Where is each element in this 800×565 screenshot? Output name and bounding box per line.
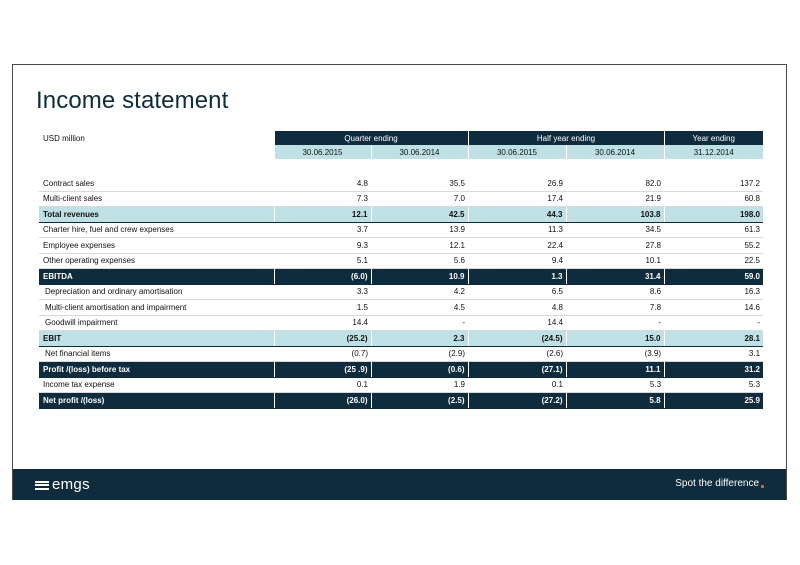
row-value: 1.5	[274, 300, 371, 316]
row-value: 5.3	[566, 377, 664, 393]
row-value: -	[566, 315, 664, 331]
brand-logo	[35, 478, 90, 492]
income-statement-table	[39, 131, 763, 409]
row-value: 4.5	[371, 300, 468, 316]
row-value: 82.0	[566, 176, 664, 191]
row-label: EBIT	[39, 331, 274, 347]
row-value: 0.1	[274, 377, 371, 393]
table-row	[39, 393, 763, 409]
slide	[12, 64, 787, 500]
row-label: Multi-client sales	[39, 191, 274, 207]
row-value: 22.4	[468, 238, 566, 254]
table-row	[39, 238, 763, 254]
row-value: (0.6)	[371, 362, 468, 378]
row-value: 4.2	[371, 284, 468, 300]
header-year-ending: Year ending	[664, 131, 763, 145]
row-value: 28.1	[664, 331, 763, 347]
row-value: 5.3	[664, 377, 763, 393]
header-date: 30.06.2015	[274, 145, 371, 159]
row-value: 15.0	[566, 331, 664, 347]
row-value: 198.0	[664, 207, 763, 223]
tagline-text: Spot the difference	[675, 478, 759, 489]
row-label: Goodwill impairment	[39, 315, 274, 331]
row-value: 55.2	[664, 238, 763, 254]
row-value: 12.1	[274, 207, 371, 223]
row-label: Total revenues	[39, 207, 274, 223]
header-date: 30.06.2015	[468, 145, 566, 159]
row-value: 44.3	[468, 207, 566, 223]
row-value: 42.5	[371, 207, 468, 223]
row-value: (25 .9)	[274, 362, 371, 378]
row-label: Multi-client amortisation and impairment	[39, 300, 274, 316]
row-value: (0.7)	[274, 346, 371, 362]
row-label: Contract sales	[39, 176, 274, 191]
table-row	[39, 362, 763, 378]
row-value: 10.9	[371, 269, 468, 285]
logo-text: emgs	[52, 476, 90, 493]
row-value: 9.4	[468, 253, 566, 269]
row-value: 27.8	[566, 238, 664, 254]
row-value: 16.3	[664, 284, 763, 300]
emgs-logo-mark-icon	[35, 480, 49, 491]
row-value: (6.0)	[274, 269, 371, 285]
row-value: 7.0	[371, 191, 468, 207]
table-row	[39, 269, 763, 285]
row-value: 34.5	[566, 222, 664, 238]
row-value: 11.3	[468, 222, 566, 238]
row-value: 4.8	[274, 176, 371, 191]
row-value: 31.4	[566, 269, 664, 285]
table-row	[39, 222, 763, 238]
row-value: 14.6	[664, 300, 763, 316]
table-row	[39, 191, 763, 207]
row-label: Depreciation and ordinary amortisation	[39, 284, 274, 300]
tagline	[675, 478, 764, 489]
row-value: 7.8	[566, 300, 664, 316]
row-value: (3.9)	[566, 346, 664, 362]
row-label: Other operating expenses	[39, 253, 274, 269]
row-value: 59.0	[664, 269, 763, 285]
row-value: 5.1	[274, 253, 371, 269]
row-value: 31.2	[664, 362, 763, 378]
row-label: Net financial items	[39, 346, 274, 362]
row-value: 103.8	[566, 207, 664, 223]
table-row	[39, 331, 763, 347]
row-value: 1.3	[468, 269, 566, 285]
row-label: Employee expenses	[39, 238, 274, 254]
row-value: 35.5	[371, 176, 468, 191]
row-value: 137.2	[664, 176, 763, 191]
row-value: 3.1	[664, 346, 763, 362]
header-half-year-ending: Half year ending	[468, 131, 664, 145]
row-value: 0.1	[468, 377, 566, 393]
row-value: 10.1	[566, 253, 664, 269]
row-value: (24.5)	[468, 331, 566, 347]
row-label: Net profit /(loss)	[39, 393, 274, 409]
row-value: 21.9	[566, 191, 664, 207]
row-value: 5.6	[371, 253, 468, 269]
row-value: 8.6	[566, 284, 664, 300]
unit-label: USD million	[43, 133, 85, 143]
table-row	[39, 377, 763, 393]
row-value: 2.3	[371, 331, 468, 347]
footer-bar	[13, 469, 786, 500]
row-value: -	[371, 315, 468, 331]
row-value: 3.7	[274, 222, 371, 238]
row-value: 17.4	[468, 191, 566, 207]
row-value: 5.8	[566, 393, 664, 409]
header-date: 31.12.2014	[664, 145, 763, 159]
header-date: 30.06.2014	[371, 145, 468, 159]
row-value: 12.1	[371, 238, 468, 254]
table-row	[39, 315, 763, 331]
row-value: (2.6)	[468, 346, 566, 362]
page-title: Income statement	[36, 87, 229, 114]
row-value: 7.3	[274, 191, 371, 207]
row-value: (27.1)	[468, 362, 566, 378]
table-row	[39, 176, 763, 191]
table-body	[39, 176, 763, 408]
row-value: 14.4	[274, 315, 371, 331]
row-value: (2.9)	[371, 346, 468, 362]
row-value: 61.3	[664, 222, 763, 238]
row-value: 22.5	[664, 253, 763, 269]
table-row	[39, 253, 763, 269]
row-label: EBITDA	[39, 269, 274, 285]
row-value: 1.9	[371, 377, 468, 393]
accent-dot-icon	[761, 485, 764, 488]
row-value: 13.9	[371, 222, 468, 238]
row-value: 9.3	[274, 238, 371, 254]
row-value: (27.2)	[468, 393, 566, 409]
row-value: (2.5)	[371, 393, 468, 409]
row-value: 26.9	[468, 176, 566, 191]
row-value: 60.8	[664, 191, 763, 207]
row-value: 4.8	[468, 300, 566, 316]
row-value: -	[664, 315, 763, 331]
row-label: Profit /(loss) before tax	[39, 362, 274, 378]
row-value: 3.3	[274, 284, 371, 300]
row-value: 6.5	[468, 284, 566, 300]
row-value: (26.0)	[274, 393, 371, 409]
table-row	[39, 207, 763, 223]
table-row	[39, 346, 763, 362]
row-label: Income tax expense	[39, 377, 274, 393]
row-value: 11.1	[566, 362, 664, 378]
table-row	[39, 300, 763, 316]
row-value: 14.4	[468, 315, 566, 331]
header-quarter-ending: Quarter ending	[274, 131, 468, 145]
row-value: 25.9	[664, 393, 763, 409]
row-label: Charter hire, fuel and crew expenses	[39, 222, 274, 238]
table-row	[39, 284, 763, 300]
header-date: 30.06.2014	[566, 145, 664, 159]
row-value: (25.2)	[274, 331, 371, 347]
